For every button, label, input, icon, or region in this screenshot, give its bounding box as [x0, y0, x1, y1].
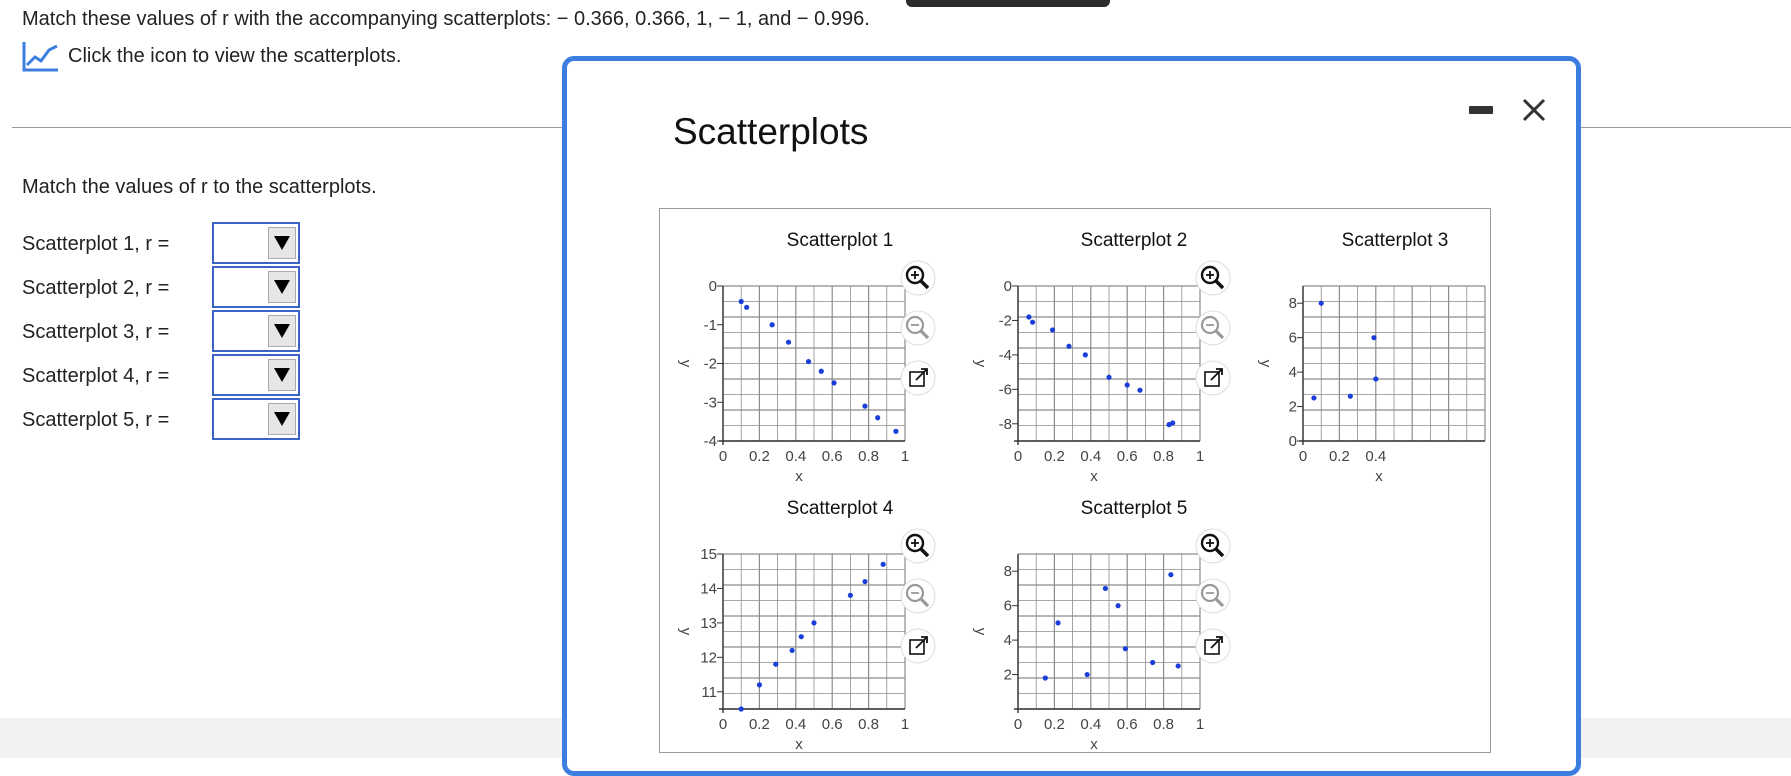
data-point [1083, 352, 1088, 357]
data-point [1085, 672, 1090, 677]
y-tick-label: -2 [703, 355, 717, 373]
y-tick-label: -4 [703, 433, 717, 450]
match-row-label: Scatterplot 3, r = [22, 320, 170, 343]
dropdown-arrow-icon[interactable] [268, 227, 296, 259]
x-axis-label: x [795, 736, 803, 753]
data-point [1168, 572, 1173, 577]
y-tick-label: 6 [1003, 597, 1012, 615]
data-point [757, 682, 762, 687]
x-tick-label: 0.2 [1328, 448, 1350, 465]
y-tick-label: -8 [998, 415, 1012, 433]
x-tick-label: 0.2 [748, 716, 770, 733]
data-point [875, 415, 880, 420]
y-tick-label: 2 [1288, 398, 1297, 416]
y-tick-label: 4 [1003, 632, 1012, 650]
y-tick-label: 8 [1003, 563, 1012, 581]
scatterplots-dialog [562, 56, 1581, 776]
y-tick-label: 13 [700, 614, 717, 632]
y-tick-label: 0 [1003, 278, 1012, 295]
data-point [848, 593, 853, 598]
y-tick-label: -2 [998, 312, 1012, 330]
r-select-3[interactable] [212, 310, 300, 352]
plot-title: Scatterplot 4 [786, 498, 894, 519]
x-tick-label: 1 [1195, 448, 1205, 465]
match-row-2 [22, 266, 169, 310]
data-point [1170, 420, 1175, 425]
y-axis-label: y [972, 359, 989, 368]
x-tick-label: 0.8 [1153, 448, 1175, 465]
x-tick-label: 0.4 [1365, 448, 1387, 465]
x-tick-label: 0.6 [1116, 448, 1138, 465]
x-tick-label: 1 [900, 716, 910, 733]
data-point [1123, 646, 1128, 651]
dropdown-arrow-icon[interactable] [268, 403, 296, 435]
data-point [806, 359, 811, 364]
y-tick-label: 6 [1288, 329, 1297, 347]
match-row-label: Scatterplot 2, r = [22, 276, 170, 299]
minimize-icon[interactable] [1469, 106, 1493, 114]
data-point [1176, 663, 1181, 668]
data-point [1055, 620, 1060, 625]
data-point [831, 380, 836, 385]
x-tick-label: 0.6 [821, 716, 843, 733]
r-select-5[interactable] [212, 398, 300, 440]
data-point [893, 429, 898, 434]
x-axis-label: x [795, 468, 803, 485]
x-axis-label: x [1090, 468, 1098, 485]
y-tick-label: -1 [703, 316, 717, 334]
x-tick-label: 0.6 [1116, 716, 1138, 733]
data-point [1116, 603, 1121, 608]
data-point [1150, 660, 1155, 665]
close-icon[interactable] [1517, 93, 1551, 127]
data-point [1066, 344, 1071, 349]
y-tick-label: 8 [1288, 295, 1297, 313]
view-scatterplots-link[interactable] [22, 40, 401, 72]
data-point [1348, 394, 1353, 399]
data-point [786, 340, 791, 345]
y-tick-label: -3 [703, 394, 717, 412]
x-tick-label: 0 [1013, 448, 1023, 465]
line-chart-icon[interactable] [22, 40, 60, 72]
y-axis-label: y [677, 359, 694, 368]
data-point [1106, 375, 1111, 380]
plot-title: Scatterplot 5 [1080, 498, 1188, 519]
data-point [1137, 388, 1142, 393]
x-tick-label: 0 [718, 448, 728, 465]
data-point [744, 305, 749, 310]
x-tick-label: 0 [1013, 716, 1023, 733]
dropdown-arrow-icon[interactable] [268, 359, 296, 391]
y-tick-label: 12 [700, 649, 717, 667]
data-point [770, 322, 775, 327]
match-row-5 [22, 398, 169, 442]
dropdown-arrow-icon[interactable] [268, 315, 296, 347]
y-tick-label: 0 [708, 278, 717, 295]
top-tab-handle [906, 0, 1110, 7]
data-point [1311, 395, 1316, 400]
plot-title: Scatterplot 3 [1341, 230, 1449, 251]
y-tick-label: 0 [1288, 433, 1297, 450]
y-tick-label: 11 [701, 683, 717, 701]
data-point [1371, 335, 1376, 340]
data-point [1319, 301, 1324, 306]
x-tick-label: 0.4 [785, 716, 807, 733]
data-point [881, 562, 886, 567]
r-select-1[interactable] [212, 222, 300, 264]
match-row-3 [22, 310, 169, 354]
x-tick-label: 0.2 [1043, 448, 1065, 465]
data-point [799, 634, 804, 639]
dropdown-arrow-icon[interactable] [268, 271, 296, 303]
data-point [739, 299, 744, 304]
match-row-label: Scatterplot 4, r = [22, 364, 170, 387]
plot-title: Scatterplot 2 [1080, 230, 1188, 251]
dialog-title: Scatterplots [673, 111, 869, 152]
data-point [1030, 320, 1035, 325]
data-point [1026, 314, 1031, 319]
data-point [819, 369, 824, 374]
match-row-label: Scatterplot 5, r = [22, 408, 170, 431]
x-tick-label: 0.8 [1153, 716, 1175, 733]
data-point [811, 620, 816, 625]
match-row-4 [22, 354, 169, 398]
x-tick-label: 0.2 [1043, 716, 1065, 733]
x-tick-label: 0 [1298, 448, 1308, 465]
question-prompt: Match these values of r with the accompanying scatterplots: − 0.366, 0.366, 1, − 1, and − 0.996. [22, 8, 870, 30]
match-row-label: Scatterplot 1, r = [22, 232, 170, 255]
data-point [1125, 382, 1130, 387]
data-point [862, 579, 867, 584]
y-tick-label: 15 [700, 546, 717, 563]
y-axis-label: y [677, 627, 694, 636]
scatterplots-canvas [660, 209, 1491, 753]
match-row-1 [22, 222, 169, 266]
data-point [1103, 586, 1108, 591]
y-tick-label: -4 [998, 346, 1012, 364]
y-axis-label: y [1257, 359, 1274, 368]
data-point [739, 706, 744, 711]
y-tick-label: -6 [998, 381, 1012, 399]
r-select-2[interactable] [212, 266, 300, 308]
y-tick-label: 4 [1288, 364, 1297, 382]
x-tick-label: 1 [1195, 716, 1205, 733]
y-axis-label: y [972, 627, 989, 636]
x-tick-label: 0.6 [821, 448, 843, 465]
x-tick-label: 1 [900, 448, 910, 465]
data-point [1050, 327, 1055, 332]
data-point [790, 648, 795, 653]
plot-title: Scatterplot 1 [786, 230, 894, 251]
data-point [1373, 376, 1378, 381]
data-point [1043, 675, 1048, 680]
x-tick-label: 0.4 [785, 448, 807, 465]
data-point [773, 662, 778, 667]
x-axis-label: x [1375, 468, 1383, 485]
data-point [862, 404, 867, 409]
match-instruction: Match the values of r to the scatterplots. [22, 176, 377, 198]
y-tick-label: 14 [700, 580, 717, 598]
view-scatterplots-label[interactable]: Click the icon to view the scatterplots. [68, 44, 402, 67]
x-axis-label: x [1090, 736, 1098, 753]
y-tick-label: 2 [1003, 666, 1012, 684]
x-tick-label: 0.8 [858, 716, 880, 733]
r-select-4[interactable] [212, 354, 300, 396]
scatterplots-panel[interactable] [659, 208, 1491, 753]
x-tick-label: 0.8 [858, 448, 880, 465]
x-tick-label: 0.2 [748, 448, 770, 465]
x-tick-label: 0 [718, 716, 728, 733]
x-tick-label: 0.4 [1080, 448, 1102, 465]
x-tick-label: 0.4 [1080, 716, 1102, 733]
